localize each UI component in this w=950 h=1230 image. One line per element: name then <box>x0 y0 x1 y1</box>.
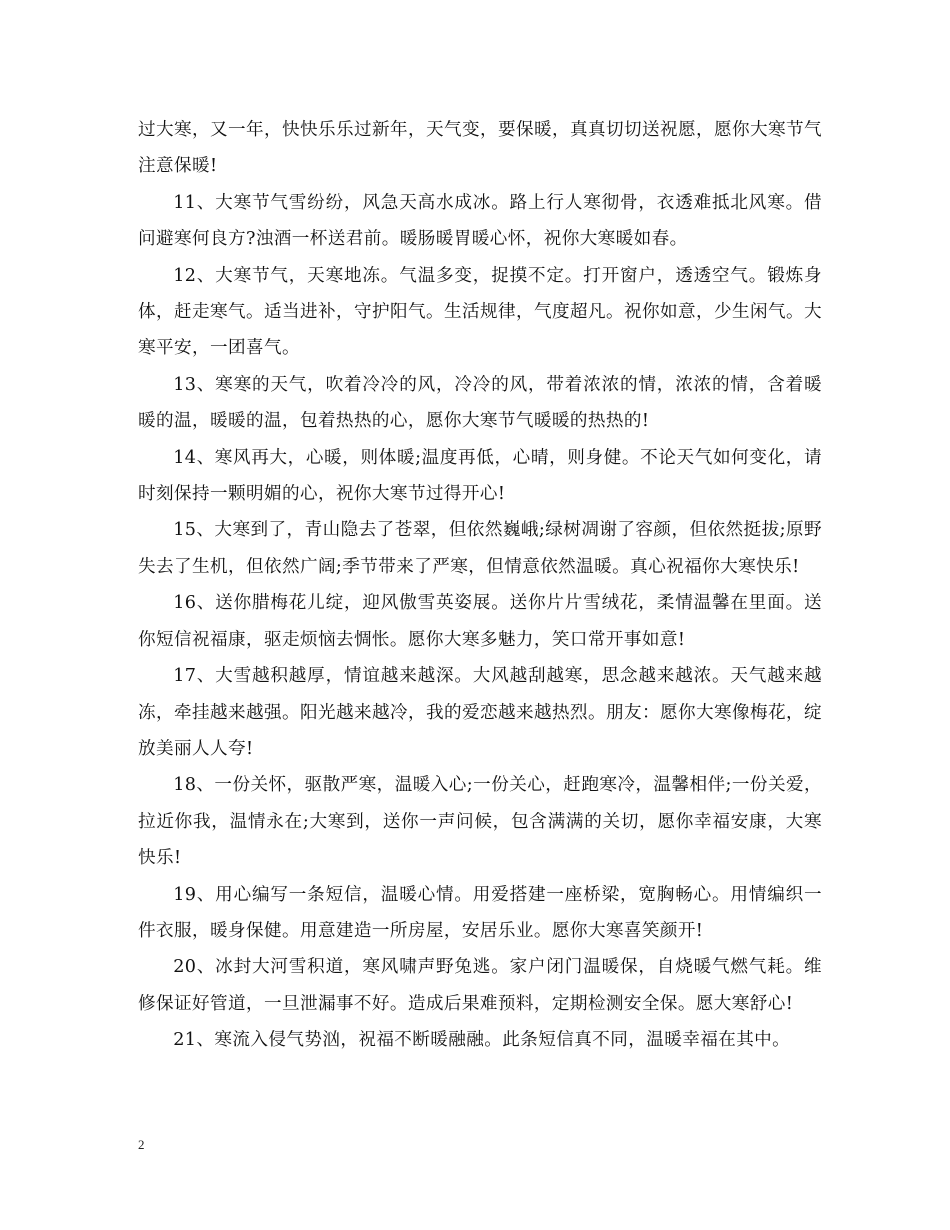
body-paragraph: 15、大寒到了，青山隐去了苍翠，但依然巍峨;绿树凋谢了容颜，但依然挺拔;原野失去了生机，但依然广阔;季节带来了严寒，但情意依然温暖。真心祝福你大寒快乐! <box>138 520 822 577</box>
body-paragraph: 12、大寒节气，天寒地冻。气温多变，捉摸不定。打开窗户，透透空气。锻炼身体，赶走寒气。适当进补，守护阳气。生活规律，气度超凡。祝你如意，少生闲气。大寒平安，一团喜气。 <box>138 265 822 359</box>
body-paragraph: 11、大寒节气雪纷纷，风急天高水成冰。路上行人寒彻骨，衣透难抵北风寒。借问避寒何良方?浊酒一杯送君前。暖肠暖胃暖心怀，祝你大寒暖如春。 <box>138 192 822 250</box>
body-paragraph: 过大寒，又一年，快快乐乐过新年，天气变，要保暖，真真切切送祝愿，愿你大寒节气注意保暖! <box>138 120 822 177</box>
body-paragraph: 19、用心编写一条短信，温暖心情。用爱搭建一座桥梁，宽胸畅心。用情编织一件衣服，暖身保健。用意建造一所房屋，安居乐业。愿你大寒喜笑颜开! <box>138 884 822 941</box>
body-paragraph: 21、寒流入侵气势汹，祝福不断暖融融。此条短信真不同，温暖幸福在其中。 <box>173 1030 791 1051</box>
document-body <box>138 112 822 1059</box>
body-paragraph: 18、一份关怀，驱散严寒，温暖入心;一份关心，赶跑寒冷，温馨相伴;一份关爱，拉近你我，温情永在;大寒到，送你一声问候，包含满满的关切，愿你幸福安康，大寒快乐! <box>138 775 822 869</box>
body-paragraph: 14、寒风再大，心暖，则体暖;温度再低，心晴，则身健。不论天气如何变化，请时刻保持一颗明媚的心，祝你大寒节过得开心! <box>138 447 822 505</box>
body-paragraph: 17、大雪越积越厚，情谊越来越深。大风越刮越寒，思念越来越浓。天气越来越冻，牵挂越来越强。阳光越来越冷，我的爱恋越来越热烈。朋友：愿你大寒像梅花，绽放美丽人人夸! <box>138 666 822 759</box>
page-number: 2 <box>138 1137 145 1152</box>
body-paragraph: 13、寒寒的天气，吹着冷冷的风，冷冷的风，带着浓浓的情，浓浓的情，含着暖暖的温，暖暖的温，包着热热的心，愿你大寒节气暖暖的热热的! <box>138 374 822 432</box>
body-paragraph: 16、送你腊梅花儿绽，迎风傲雪英姿展。送你片片雪绒花，柔情温馨在里面。送你短信祝福康，驱走烦恼去惆怅。愿你大寒多魅力，笑口常开事如意! <box>138 593 822 650</box>
body-paragraph: 20、冰封大河雪积道，寒风啸声野兔逃。家户闭门温暖保，自烧暖气燃气耗。维修保证好管道，一旦泄漏事不好。造成后果难预料，定期检测安全保。愿大寒舒心! <box>138 957 822 1014</box>
